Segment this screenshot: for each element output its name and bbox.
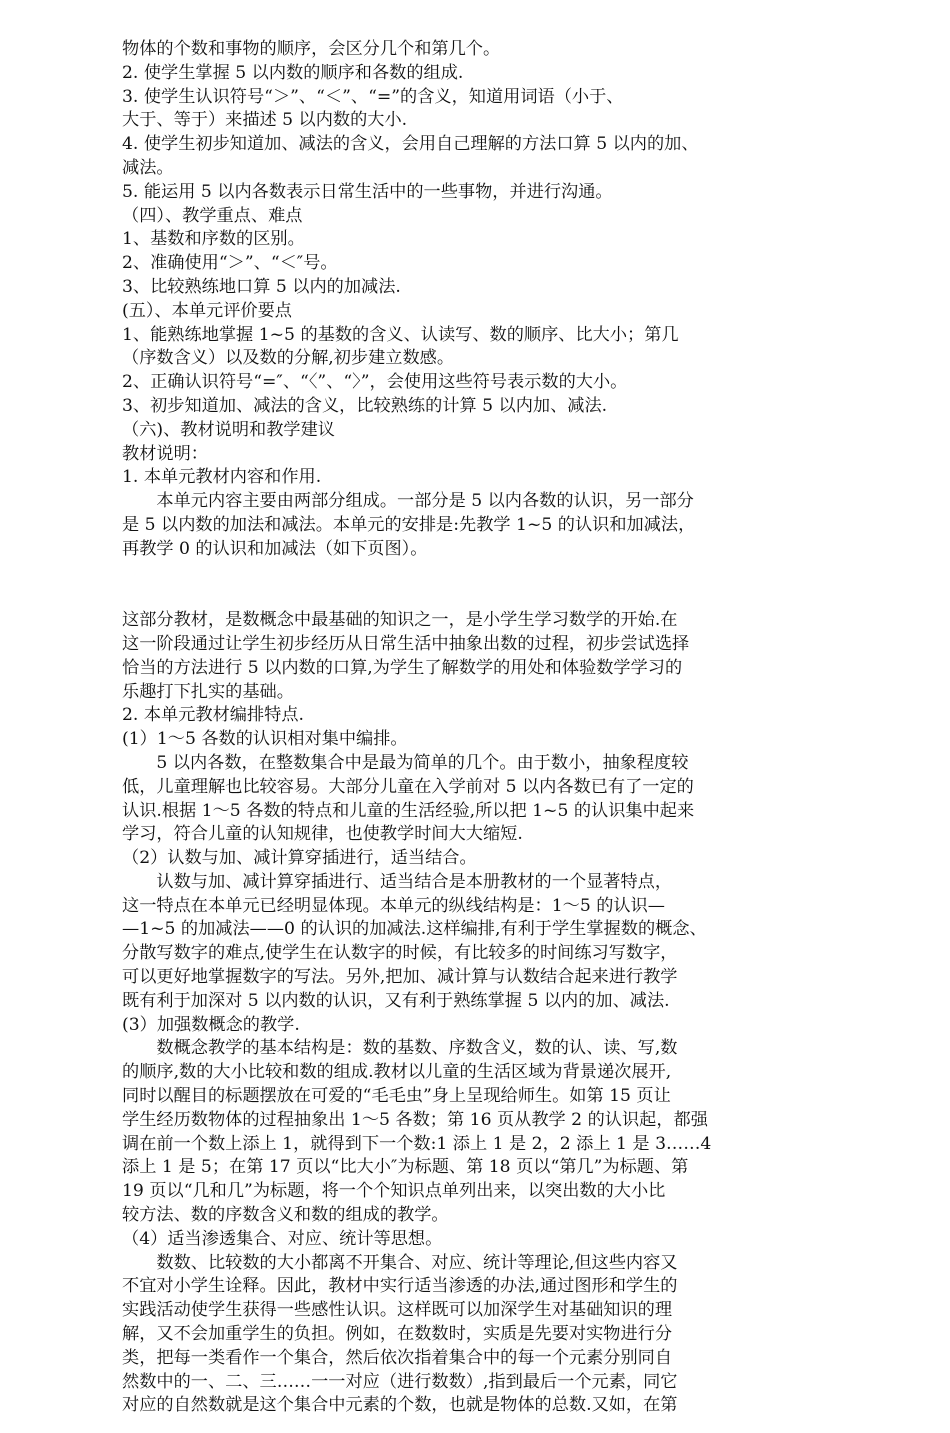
text-line: （2）认数与加、减计算穿插进行，适当结合。 [122,848,477,869]
text-line: 19 页以“几和几”为标题，将一个个知识点单列出来，以突出数的大小比 [122,1181,666,1202]
text-line: 1、基数和序数的区别。 [122,229,305,250]
text-line: （六)、教材说明和教学建议 [122,419,335,440]
text-line: 对应的自然数就是这个集合中元素的个数，也就是物体的总数.又如，在第 [122,1395,678,1416]
text-line: 2. 本单元教材编排特点. [122,705,305,726]
text-line: 4. 使学生初步知道加、减法的含义，会用自己理解的方法口算 5 以内的加、 [122,134,699,155]
text-line: 认识.根据 1～5 各数的特点和儿童的生活经验,所以把 1~5 的认识集中起来 [122,800,695,821]
text-line: 3、初步知道加、减法的含义，比较熟练的计算 5 以内加、减法. [122,395,608,416]
text-line: 5. 能运用 5 以内各数表示日常生活中的一些事物，并进行沟通。 [122,181,613,202]
text-line: 3、比较熟练地口算 5 以内的加减法. [122,276,401,297]
text-line: 实践活动使学生获得一些感性认识。这样既可以加深学生对基础知识的理 [122,1300,673,1321]
text-line: 本单元内容主要由两部分组成。一部分是 5 以内各数的认识，另一部分 [122,491,694,512]
text-line: 数数、比较数的大小都离不开集合、对应、统计等理论,但这些内容又 [122,1252,678,1273]
text-line: 2. 使学生掌握 5 以内数的顺序和各数的组成. [122,62,464,83]
text-line: (五）、本单元评价要点 [122,300,292,321]
text-line: 添上 1 是 5；在第 17 页以“比大小″为标题、第 18 页以“第几”为标题、第 [122,1157,689,1178]
text-line: 3. 使学生认识符号“＞”、“＜”、“=”的含义，知道用词语（小于、 [122,86,624,107]
text-line: —1~5 的加减法——0 的认识的加减法.这样编排,有利于学生掌握数的概念、 [122,919,707,940]
text-line: 类，把每一类看作一个集合，然后依次指着集合中的每一个元素分别同自 [122,1347,673,1368]
text-line: 教材说明： [122,443,208,464]
text-line: (1）1～5 各数的认识相对集中编排。 [122,729,408,750]
text-line: 1、能熟练地掌握 1~5 的基数的含义、认读写、数的顺序、比大小；第几 [122,324,679,345]
text-line: 数概念教学的基本结构是：数的基数、序数含义，数的认、读、写,数 [122,1038,678,1059]
text-line: 这部分教材，是数概念中最基础的知识之一，是小学生学习数学的开始.在 [122,610,678,631]
text-line: 解，又不会加重学生的负担。例如，在数数时，实质是先要对实物进行分 [122,1324,673,1345]
text-line: 2、准确使用“＞”、“＜″号。 [122,253,338,274]
text-line: 学习，符合儿童的认知规律，也使教学时间大大缩短. [122,824,523,845]
text-line: （4）适当渗透集合、对应、统计等思想。 [122,1228,443,1249]
text-line: 物体的个数和事物的顺序，会区分几个和第几个。 [122,39,501,59]
text-line: 可以更好地掌握数字的写法。另外,把加、减计算与认数结合起来进行教学 [122,967,678,988]
text-line: （四）、教学重点、难点 [122,205,303,226]
text-line: 的顺序,数的大小比较和数的组成.教材以儿童的生活区域为背景递次展开, [122,1062,672,1083]
text-line: 既有利于加深对 5 以内数的认识，又有利于熟练掌握 5 以内的加、减法. [122,990,670,1011]
text-line: 学生经历数物体的过程抽象出 1～5 各数；第 16 页从教学 2 的认识起，都强 [122,1109,708,1130]
text-line: 然数中的一、二、三……一一对应（进行数数）,指到最后一个元素，同它 [122,1371,678,1392]
text-line: 不宜对小学生诠释。因此，教材中实行适当渗透的办法,通过图形和学生的 [122,1276,678,1297]
text-line: 1. 本单元教材内容和作用. [122,467,322,488]
text-line: 这一阶段通过让学生初步经历从日常生活中抽象出数的过程，初步尝试选择 [122,633,690,654]
text-line: 这一特点在本单元已经明显体现。本单元的纵线结构是：1～5 的认识— [122,895,665,916]
text-line: 减法。 [122,157,174,178]
text-line: 同时以醒目的标题摆放在可爱的“毛毛虫”身上呈现给师生。如第 15 页让 [122,1086,671,1107]
text-line: 大于、等于）来描述 5 以内数的大小. [122,110,408,131]
text-line: 是 5 以内数的加法和减法。本单元的安排是:先教学 1~5 的认识和加减法， [122,514,696,535]
text-line: 5 以内各数，在整数集合中是最为简单的几个。由于数小，抽象程度较 [122,752,689,773]
text-line: 较方法、数的序数含义和数的组成的教学。 [122,1205,449,1226]
text-line: 再教学 0 的认识和加减法（如下页图）。 [122,538,428,559]
text-line: 认数与加、减计算穿插进行、适当结合是本册教材的一个显著特点， [122,871,673,892]
text-line: （序数含义）以及数的分解,初步建立数感。 [122,348,455,369]
text-line: 2、正确认识符号“=″、“〈”、“〉”，会使用这些符号表示数的大小。 [122,372,628,393]
text-line: 低，儿童理解也比较容易。大部分儿童在入学前对 5 以内各数已有了一定的 [122,776,694,797]
text-line: 恰当的方法进行 5 以内数的口算,为学生了解数学的用处和体验数学学习的 [122,657,683,678]
text-line [122,562,834,610]
text-line: 乐趣打下扎实的基础。 [122,681,294,702]
document-page [122,38,834,1418]
text-line: 调在前一个数上添上 1，就得到下一个数:1 添上 1 是 2，2 添上 1 是 3……4 [122,1133,712,1154]
text-line: 分散写数字的难点,使学生在认数字的时候，有比较多的时间练习写数字， [122,943,678,964]
text-line: (3）加强数概念的教学. [122,1014,300,1035]
